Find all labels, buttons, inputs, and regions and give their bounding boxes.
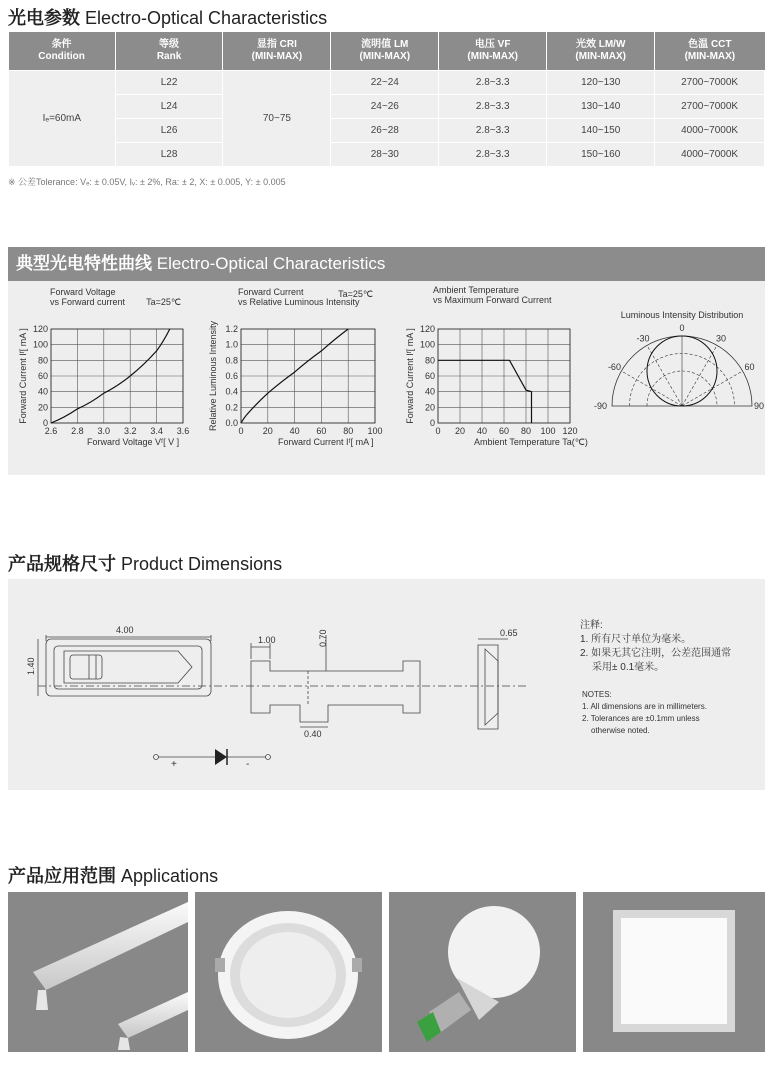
table-header-row [9,32,765,71]
chart-2 [208,287,383,447]
x-axis-label: Forward Voltage Vᶠ[ V ] [87,437,180,447]
y-tick-label: 0.2 [225,402,238,413]
chart-title: Luminous Intensity Distribution [620,310,744,320]
led-end-outline [478,645,498,729]
angle-label: -90 [594,401,608,411]
y-tick-label: 60 [424,371,435,381]
x-tick-label: 2.8 [71,426,84,436]
x-tick-label: 80 [520,426,532,436]
y-tick-label: 60 [37,371,48,381]
cell-vf: 2.8~3.3 [439,143,547,167]
section-title-curves: 典型光电特性曲线 Electro-Optical Characteristics [8,247,765,281]
led-lens-outline [64,651,192,683]
y-tick-label: 0 [429,418,435,428]
header-cri: 显指 CRI (MIN-MAX) [223,32,331,71]
chart-title: Ambient Temperature [433,285,519,295]
y-tick-label: 40 [424,386,435,397]
cell-cct: 2700~7000K [655,71,765,95]
header-condition: 条件 Condition [9,32,116,71]
y-tick-label: 120 [32,324,48,334]
x-tick-label: 40 [476,426,488,436]
angle-label: 60 [744,362,755,372]
y-tick-label: 1.2 [225,324,238,334]
cell-rank: L28 [115,143,223,167]
x-tick-label: 20 [454,426,466,436]
x-tick-label: 0 [435,426,441,436]
cell-efficacy: 130~140 [547,95,655,119]
x-tick-label: 3.0 [97,426,111,436]
dimension-drawing [8,579,568,790]
dim-width1: 1.00 [258,635,276,645]
table-row [9,143,765,167]
x-tick-label: 60 [498,426,510,436]
photo-tube-light [8,892,188,1052]
header-rank: 等级 Rank [115,32,223,71]
notes-en: NOTES: 1. All dimensions are in millimeters. 2. Tolerances are ±0.1mm unless otherwise noted. [582,690,707,735]
cell-condition: Iₑ=60mA [9,71,116,167]
angle-label: 0 [679,323,685,333]
cell-vf: 2.8~3.3 [439,119,547,143]
photo-panel-light [583,892,765,1052]
polarity-plus: + [171,759,177,770]
cell-efficacy: 120~130 [547,71,655,95]
header-efficacy: 光效 LM/W (MIN-MAX) [547,32,655,71]
polarity-minus: - [246,759,250,770]
y-tick-label: 100 [32,339,48,350]
x-tick-label: 60 [316,426,327,436]
dim-height: 1.40 [26,657,36,675]
y-tick-label: 0.8 [225,355,238,366]
chart-3 [405,285,588,447]
x-tick-label: 100 [540,426,556,436]
chart-condition: Ta=25℃ [338,289,373,299]
y-axis-label: Forward Current Iᶠ[ mA ] [18,328,28,424]
x-tick-label: 3.2 [123,426,137,436]
angle-label: -60 [607,362,621,372]
chart-title: vs Forward current [50,297,126,307]
section-title-applications: 产品应用范围 Applications [8,866,219,886]
section-title-electro-optical: 光电参数 Electro-Optical Characteristics [8,8,328,28]
x-tick-label: 120 [562,426,578,436]
y-tick-label: 0.4 [225,386,238,397]
table-row [9,71,765,95]
header-cct: 色温 CCT (MIN-MAX) [655,32,765,71]
y-tick-label: 20 [37,402,48,413]
cell-rank: L22 [115,71,223,95]
chart-1 [18,287,189,447]
angle-label: 90 [754,401,765,411]
x-tick-label: 20 [262,426,273,436]
angle-label: 30 [715,333,727,344]
x-tick-label: 2.6 [44,426,58,436]
table-row [9,95,765,119]
y-tick-label: 100 [419,339,435,350]
cell-cri: 70~75 [223,71,331,167]
dim-t: 0.65 [500,628,518,638]
chart-4 [594,310,764,411]
dim-length: 4.00 [116,625,134,635]
cell-vf: 2.8~3.3 [439,95,547,119]
polar-spoke [682,345,717,406]
dimensions-panel [8,579,765,790]
chart-title: Forward Voltage [50,287,116,297]
downlight-icon [195,892,382,1052]
led-top-outline [46,639,211,696]
chart-title: vs Relative Luminous Intensity [238,297,360,307]
photo-downlight [195,892,382,1052]
charts-panel [8,247,765,475]
y-axis-label: Relative Luminous Intensity [208,320,218,432]
y-tick-label: 0 [42,418,48,428]
chart-title: vs Maximum Forward Current [433,295,552,305]
cell-lm: 24~26 [331,95,439,119]
x-tick-label: 0 [238,426,244,436]
diode-symbol [215,749,227,765]
led-side-outline [251,661,420,722]
bulb-icon [389,892,576,1052]
dim-w2: 0.40 [304,729,322,739]
cell-cct: 4000~7000K [655,119,765,143]
tube-light-icon [8,892,188,1052]
led-chip-outline [70,655,102,679]
cell-lm: 26~28 [331,119,439,143]
y-tick-label: 1.0 [225,339,238,350]
panel-light-icon [583,892,765,1052]
y-tick-label: 0.6 [225,371,238,381]
chart-condition: Ta=25℃ [146,297,181,307]
cell-efficacy: 140~150 [547,119,655,143]
x-axis-label: Forward Current Iᶠ[ mA ] [278,437,374,447]
y-tick-label: 40 [37,386,48,397]
x-tick-label: 3.6 [176,426,190,436]
spec-table [8,32,765,167]
y-tick-label: 120 [419,324,435,334]
notes-cn: 注释: 1. 所有尺寸单位为毫米。 2. 如果无其它注明，公差范围通常 采用± 0.1毫米。 [580,620,732,673]
header-vf: 电压 VF (MIN-MAX) [439,32,547,71]
cell-rank: L26 [115,119,223,143]
chart-title: Forward Current [238,287,304,297]
y-tick-label: 20 [424,402,435,413]
x-tick-label: 80 [343,426,354,436]
x-tick-label: 100 [367,426,383,436]
y-axis-label: Forward Current Iᶠ[ mA ] [405,328,415,424]
cell-vf: 2.8~3.3 [439,71,547,95]
cell-efficacy: 150~160 [547,143,655,167]
y-tick-label: 80 [37,355,48,366]
photo-bulb [389,892,576,1052]
y-tick-label: 0.0 [225,418,238,428]
x-tick-label: 3.4 [150,426,163,436]
section-title-dimensions: 产品规格尺寸 Product Dimensions [8,554,283,574]
x-tick-label: 40 [289,426,300,436]
x-axis-label: Ambient Temperature Ta(℃) [474,437,588,447]
charts-svg [8,281,765,475]
cell-rank: L24 [115,95,223,119]
cell-cct: 4000~7000K [655,143,765,167]
cell-lm: 28~30 [331,143,439,167]
table-row [9,119,765,143]
header-lm: 流明值 LM (MIN-MAX) [331,32,439,71]
cell-cct: 2700~7000K [655,95,765,119]
dim-h2: 0.70 [318,629,328,647]
angle-label: -30 [636,333,650,344]
cell-lm: 22~24 [331,71,439,95]
y-tick-label: 80 [424,355,435,366]
tolerance-note: ※ 公差Tolerance: Vₑ: ± 0.05V, Iᵥ: ± 2%, Ra: ± 2, X: ± 0.005, Y: ± 0.005 [8,177,286,187]
